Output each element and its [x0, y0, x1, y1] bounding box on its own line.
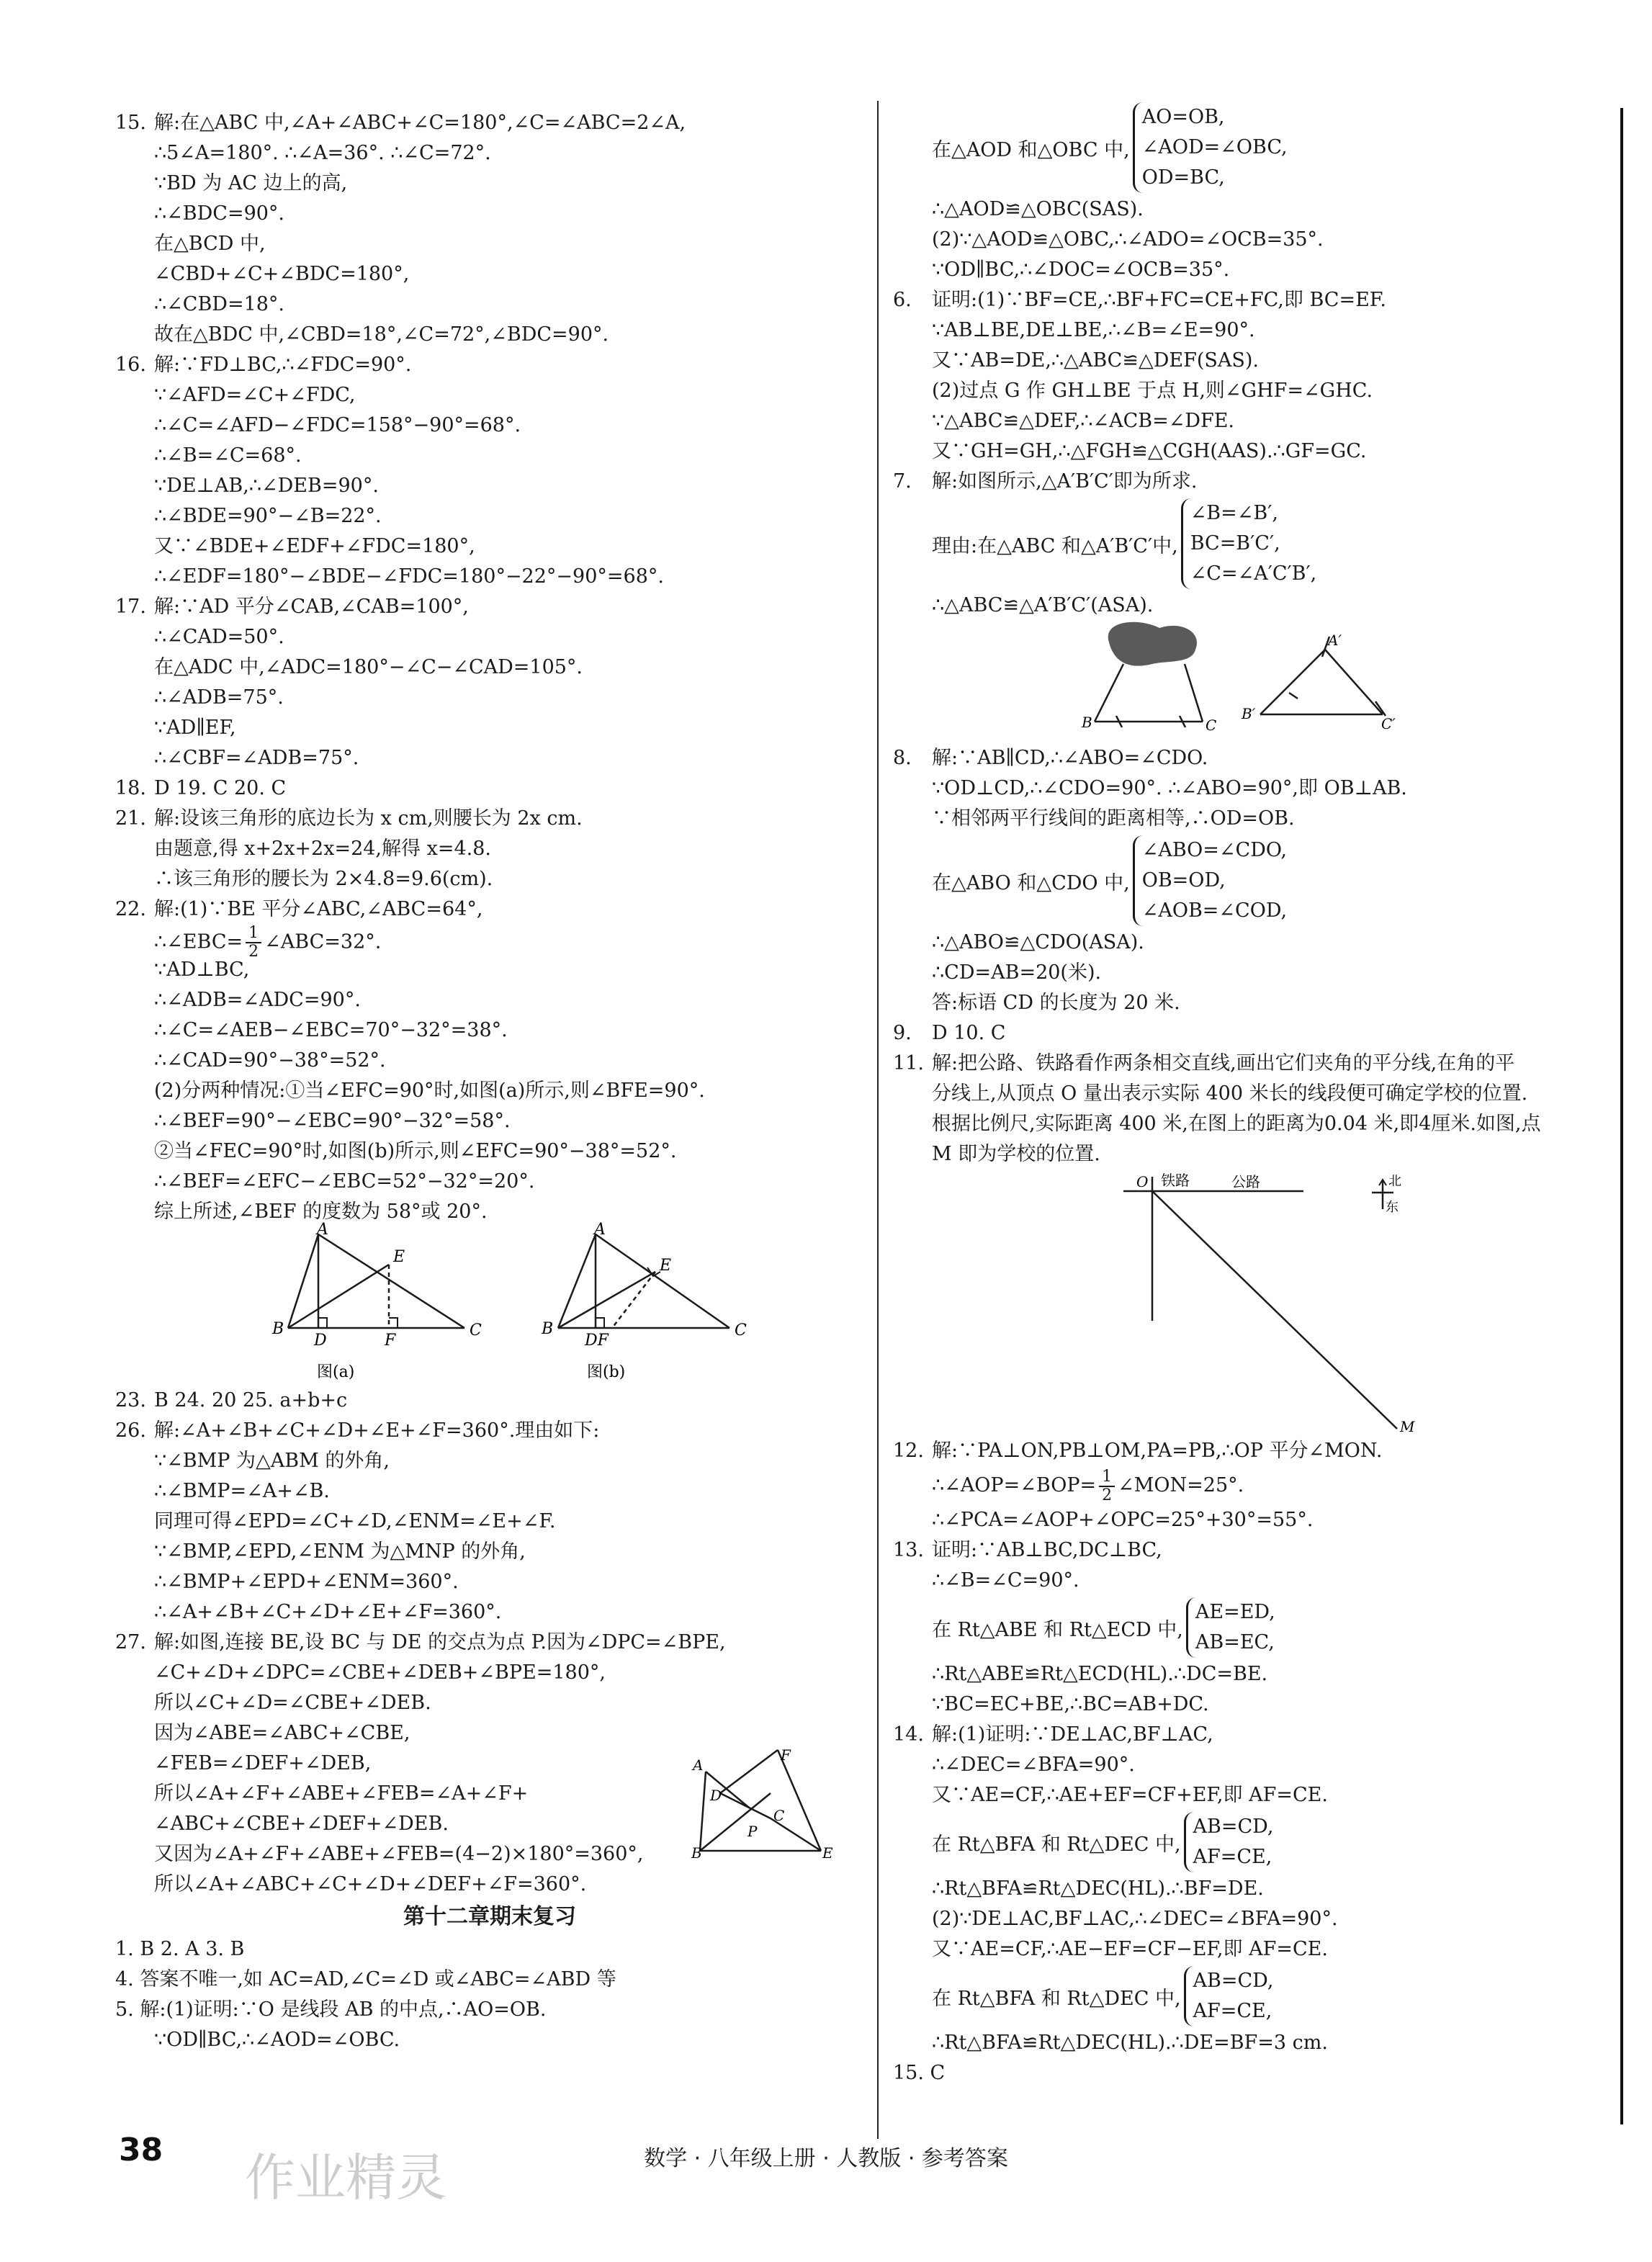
left3-line: 26. 解:∠A+∠B+∠C+∠D+∠E+∠F=360°.理由如下: [115, 1419, 600, 1442]
fig-b-label-A: A [594, 1221, 606, 1239]
q12-line3: ∴∠PCA=∠AOP+∠OPC=25°+30°=55°. [932, 1509, 1314, 1531]
q27-figure [691, 1746, 835, 1865]
fig-b-caption: 图(b) [587, 1363, 626, 1381]
q14-line2: ∴∠DEC=∠BFA=90°. [932, 1754, 1135, 1776]
q22-figures [115, 1221, 864, 1386]
q14-line3: 又∵AE=CF,∴AE+EF=CF+EF,即 AF=CE. [932, 1784, 1328, 1806]
right1-line: 6. 证明:(1)∵BF=CE,∴BF+FC=CE+FC,即 BC=EF. [893, 289, 1386, 311]
column-divider [877, 101, 879, 2139]
page-edge-bar [1620, 108, 1623, 2124]
left2-line: ∴∠BEF=90°−∠EBC=90°−32°=58°. [154, 1110, 511, 1132]
right1-line: ∵OD∥BC,∴∠DOC=∠OCB=35°. [932, 259, 1230, 281]
right2-line: 8. 解:∵AB∥CD,∴∠ABO=∠CDO. [893, 747, 1208, 769]
left-line: ∴该三角形的腰长为 2×4.8=9.6(cm). [154, 868, 493, 890]
q13-brace: AE=ED, AB=EC, [1186, 1597, 1275, 1658]
right-block-2 [893, 743, 1617, 834]
map-label-M: M [1400, 1418, 1415, 1435]
q7-label-Ap: A′ [1328, 632, 1342, 649]
q12-line2: ∴∠AOP=∠BOP= $\frac{1}{2}$ ∠MON=25°. [932, 1467, 1244, 1504]
left3-line: 27. 解:如图,连接 BE,设 BC 与 DE 的交点为点 P.因为∠DPC=∠BPE, [115, 1631, 726, 1653]
right3-line: ∴△ABO≌△CDO(ASA). [932, 931, 1144, 953]
left4-line: ∵OD∥BC,∴∠AOD=∠OBC. [154, 2029, 400, 2051]
q13-line3: ∴Rt△ABE≌Rt△ECD(HL).∴DC=BE. [932, 1663, 1268, 1685]
left3-line: 又因为∠A+∠F+∠ABE+∠FEB=(4−2)×180°=360°, [154, 1843, 644, 1865]
left4-line: 4. 答案不唯一,如 AC=AD,∠C=∠D 或∠ABC=∠ABD 等 [115, 1968, 616, 1991]
left2-line: ∴∠ADB=∠ADC=90°. [154, 989, 361, 1011]
q14-line5: (2)∵DE⊥AC,BF⊥AC,∴∠DEC=∠BFA=90°. [932, 1908, 1338, 1930]
q7-svg [1082, 621, 1469, 743]
left-line: ∴∠B=∠C=68°. [154, 444, 302, 467]
q15-answer: 15. C [893, 2062, 946, 2084]
left-line: ∵∠AFD=∠C+∠FDC, [154, 384, 356, 406]
fig-a-label-F: F [385, 1332, 396, 1350]
left3-line: ∴∠BMP+∠EPD+∠ENM=360°. [154, 1571, 459, 1593]
left-line: 21. 解:设该三角形的底边长为 x cm,则腰长为 2x cm. [115, 807, 583, 830]
right-column [893, 101, 1617, 2088]
fig-a-label-A: A [317, 1221, 328, 1239]
q7-figure [893, 621, 1617, 743]
left3-line: ∠ABC+∠CBE+∠DEF+∠DEB. [154, 1813, 449, 1835]
right1-line: 又∵GH=GH,∴△FGH≌△CGH(AAS).∴GF=GC. [932, 440, 1367, 462]
q27-label-B: B [691, 1844, 702, 1862]
left3-line: 同理可得∠EPD=∠C+∠D,∠ENM=∠E+∠F. [154, 1510, 556, 1532]
map-label-O: O [1136, 1173, 1149, 1190]
left2-line: (2)分两种情况:①当∠EFC=90°时,如图(a)所示,则∠BFE=90°. [154, 1080, 705, 1102]
left2-line: 综上所述,∠BEF 的度数为 58°或 20°. [154, 1200, 488, 1223]
left3-line: ∵∠BMP 为△ABM 的外角, [154, 1450, 390, 1472]
left-line: 16. 解:∵FD⊥BC,∴∠FDC=90°. [115, 354, 412, 376]
footer-title: 数学 · 八年级上册 · 人教版 · 参考答案 [644, 2146, 1008, 2171]
right3-line: 答:标语 CD 的长度为 20 米. [932, 992, 1180, 1014]
left-line: ∴∠BDC=90°. [154, 202, 285, 225]
fig-b-label-C: C [735, 1321, 747, 1339]
left-line: 15. 解:在△ABC 中,∠A+∠ABC+∠C=180°,∠C=∠ABC=2∠A, [115, 112, 686, 134]
q7-label-B: B [1082, 714, 1092, 731]
right1-line: (2)过点 G 作 GH⊥BE 于点 H,则∠GHF=∠GHC. [932, 380, 1373, 402]
q7-system: 理由:在△ABC 和△A′B′C′中, ∠B=∠B′, BC=B′C′, ∠C=∠A′C′B′, [893, 497, 1617, 591]
q14-line1: 14. 解:(1)证明:∵DE⊥AC,BF⊥AC, [893, 1723, 1213, 1746]
fig-b-label-DF: DF [585, 1332, 609, 1350]
q11-map [893, 1170, 1617, 1436]
q27-label-C: C [773, 1807, 785, 1824]
left-line: 在△BCD 中, [154, 233, 266, 255]
left-line: 故在△BDC 中,∠CBD=18°,∠C=72°,∠BDC=90°. [154, 323, 609, 346]
left-block-2 [115, 955, 864, 1227]
ink-blot-shape [1108, 622, 1197, 666]
right-block-3 [893, 928, 1617, 1170]
q27-label-F: F [781, 1746, 791, 1764]
right1-line: ∴△AOD≌△OBC(SAS). [932, 198, 1144, 220]
left-line: ∴∠ADB=75°. [154, 686, 284, 709]
left2-line: ∴∠C=∠AEB−∠EBC=70°−32°=38°. [154, 1019, 508, 1041]
q14-line6: 又∵AE=CF,∴AE−EF=CF−EF,即 AF=CE. [932, 1938, 1328, 1960]
left4-line: 5. 解:(1)证明:∵O 是线段 AB 的中点,∴AO=OB. [115, 1998, 547, 2021]
right3-line: 根据比例尺,实际距离 400 米,在图上的距离为0.04 米,即4厘米.如图,点 [932, 1113, 1541, 1135]
q27-label-D: D [710, 1787, 722, 1804]
left3-line: 所以∠A+∠F+∠ABE+∠FEB=∠A+∠F+ [154, 1782, 529, 1805]
right1-line: (2)∵△AOD≌△OBC,∴∠ADO=∠OCB=35°. [932, 228, 1324, 251]
fig-b-label-E: E [660, 1257, 672, 1275]
left-line: 17. 解:∵AD 平分∠CAB,∠CAB=100°, [115, 596, 469, 618]
left-block-4 [115, 1934, 864, 2055]
right1-line: ∵AB⊥BE,DE⊥BE,∴∠B=∠E=90°. [932, 319, 1255, 341]
fraction-half: $\frac{1}{2}$ [1099, 1468, 1115, 1504]
left3-line: 所以∠A+∠ABC+∠C+∠D+∠DEF+∠F=360°. [154, 1873, 587, 1895]
left-line: ∵BD 为 AC 边上的高, [154, 172, 348, 194]
q14-system-2: 在 Rt△BFA 和 Rt△DEC 中, AB=CD, AF=CE, [893, 1965, 1617, 2028]
fig-ab-svg [272, 1221, 792, 1386]
right1-line: 7. 解:如图所示,△A′B′C′即为所求. [893, 470, 1198, 493]
q7-brace: ∠B=∠B′, BC=B′C′, ∠C=∠A′C′B′, [1181, 498, 1317, 589]
fig-a-caption: 图(a) [317, 1363, 355, 1381]
q13-line4: ∵BC=EC+BE,∴BC=AB+DC. [932, 1693, 1209, 1715]
q13-system: 在 Rt△ABE 和 Rt△ECD 中, AE=ED, AB=EC, [893, 1596, 1617, 1659]
map-label-north: 北 [1388, 1174, 1401, 1189]
left-line: 22. 解:(1)∵BE 平分∠ABC,∠ABC=64°, [115, 898, 483, 920]
q13-line2: ∴∠B=∠C=90°. [932, 1569, 1079, 1592]
left3-line: ∴∠BMP=∠A+∠B. [154, 1480, 330, 1502]
chapter-heading: 第十二章期末复习 [403, 1904, 576, 1929]
right3-line: 11. 解:把公路、铁路看作两条相交直线,画出它们夹角的平分线,在角的平 [893, 1052, 1515, 1074]
left-line: ∴∠EDF=180°−∠BDE−∠FDC=180°−22°−90°=68°. [154, 565, 664, 588]
page-number: 38 [119, 2132, 163, 2168]
left-line: ∵AD∥EF, [154, 717, 236, 739]
fig-b-label-B: B [542, 1320, 554, 1338]
right3-line: ∴CD=AB=20(米). [932, 961, 1102, 984]
q22-ebc-line: ∴∠EBC= $\frac{1}{2}$ ∠ABC=32°. [154, 924, 382, 961]
q5-system: 在△AOD 和△OBC 中, AO=OB, ∠AOD=∠OBC, OD=BC, [893, 101, 1617, 194]
left-line: 在△ADC 中,∠ADC=180°−∠C−∠CAD=105°. [154, 656, 583, 678]
left4-line: 1. B 2. A 3. B [115, 1938, 245, 1960]
map-label-east: 东 [1386, 1200, 1399, 1215]
right2-line: ∵OD⊥CD,∴∠CDO=90°. ∴∠ABO=90°,即 OB⊥AB. [932, 777, 1407, 799]
left-line: ∴∠BDE=90°−∠B=22°. [154, 505, 382, 527]
left3-line: 所以∠C+∠D=∠CBE+∠DEB. [154, 1692, 431, 1714]
q14-line7: ∴Rt△BFA≌Rt△DEC(HL).∴DE=BF=3 cm. [932, 2032, 1328, 2054]
fig-a-label-C: C [470, 1321, 482, 1339]
left-line: 由题意,得 x+2x+2x=24,解得 x=4.8. [154, 838, 491, 860]
q7-label-C: C [1206, 717, 1217, 734]
q7-label-Cp: C′ [1381, 715, 1396, 732]
left3-line: 因为∠ABE=∠ABC+∠CBE, [154, 1722, 410, 1744]
q8-system: 在△ABO 和△CDO 中, ∠ABO=∠CDO, OB=OD, ∠AOB=∠COD, [893, 834, 1617, 928]
left-line: ∴∠CBF=∠ADB=75°. [154, 747, 359, 769]
q27-label-E: E [822, 1844, 833, 1862]
q13-line1: 13. 证明:∵AB⊥BC,DC⊥BC, [893, 1539, 1162, 1561]
left-line: 18. D 19. C 20. C [115, 777, 287, 799]
left-line: ∠CBD+∠C+∠BDC=180°, [154, 263, 410, 285]
right2-line: ∵相邻两平行线间的距离相等,∴OD=OB. [932, 807, 1295, 830]
left-line: ∴∠C=∠AFD−∠FDC=158°−90°=68°. [154, 414, 521, 436]
q8-brace: ∠ABO=∠CDO, OB=OD, ∠AOB=∠COD, [1133, 835, 1287, 926]
fig-a-label-D: D [314, 1332, 327, 1350]
left2-line: ∵AD⊥BC, [154, 959, 250, 981]
left3-line: ∠FEB=∠DEF+∠DEB, [154, 1752, 372, 1774]
right3-line: M 即为学校的位置. [932, 1143, 1100, 1165]
left-column [115, 108, 864, 2055]
q14-line4: ∴Rt△BFA≌Rt△DEC(HL).∴BF=DE. [932, 1877, 1264, 1900]
left3-line: ∵∠BMP,∠EPD,∠ENM 为△MNP 的外角, [154, 1540, 526, 1563]
q7-conclusion: ∴△ABC≌△A′B′C′(ASA). [932, 594, 1154, 616]
right3-line: 分线上,从顶点 O 量出表示实际 400 米长的线段便可确定学校的位置. [932, 1082, 1528, 1105]
left-line: ∴∠CAD=50°. [154, 626, 284, 648]
q14-brace-2: AB=CD, AF=CE, [1184, 1966, 1274, 2027]
left-line: ∴∠CBD=18°. [154, 293, 285, 315]
fig-a-label-E: E [393, 1248, 405, 1266]
q27-label-A: A [693, 1756, 704, 1774]
q14-system: 在 Rt△BFA 和 Rt△DEC 中, AB=CD, AF=CE, [893, 1810, 1617, 1874]
right1-line: 又∵AB=DE,∴△ABC≌△DEF(SAS). [932, 349, 1259, 372]
q11-svg [1123, 1172, 1483, 1443]
left3-line: ∠C+∠D+∠DPC=∠CBE+∠DEB+∠BPE=180°, [154, 1661, 606, 1684]
fig-a [288, 1234, 464, 1328]
left2-line: ∴∠CAD=90°−38°=52°. [154, 1049, 386, 1072]
left2-line: ②当∠FEC=90°时,如图(b)所示,则∠EFC=90°−38°=52°. [154, 1140, 677, 1162]
left-line: ∵DE⊥AB,∴∠DEB=90°. [154, 475, 379, 497]
right-block-1 [893, 194, 1617, 497]
right1-line: ∵△ABC≌△DEF,∴∠ACB=∠DFE. [932, 410, 1235, 432]
page-footer [0, 2132, 1652, 2207]
fig-a-label-B: B [272, 1320, 284, 1338]
left-line: ∴5∠A=180°. ∴∠A=36°. ∴∠C=72°. [154, 142, 491, 164]
right3-line: 9. D 10. C [893, 1022, 1006, 1044]
q5-brace: AO=OB, ∠AOD=∠OBC, OD=BC, [1133, 102, 1288, 193]
left-block-1 [115, 108, 864, 925]
left3-line: 23. B 24. 20 25. a+b+c [115, 1389, 348, 1411]
fig-b [558, 1234, 730, 1328]
q7-label-Bp: B′ [1242, 705, 1256, 722]
left-line: 又∵∠BDE+∠EDF+∠FDC=180°, [154, 535, 475, 557]
watermark: 作业精灵 [245, 2148, 446, 2207]
map-label-rail: 铁路 [1161, 1172, 1190, 1189]
map-label-road: 公路 [1231, 1173, 1260, 1190]
q27-label-P: P [748, 1823, 758, 1840]
fraction-half: $\frac{1}{2}$ [246, 925, 261, 961]
left2-line: ∴∠BEF=∠EFC−∠EBC=52°−32°=20°. [154, 1170, 535, 1193]
left3-line: ∴∠A+∠B+∠C+∠D+∠E+∠F=360°. [154, 1601, 502, 1623]
q14-brace: AB=CD, AF=CE, [1184, 1812, 1274, 1872]
q12-line1: 12. 解:∵PA⊥ON,PB⊥OM,PA=PB,∴OP 平分∠MON. [893, 1440, 1383, 1462]
